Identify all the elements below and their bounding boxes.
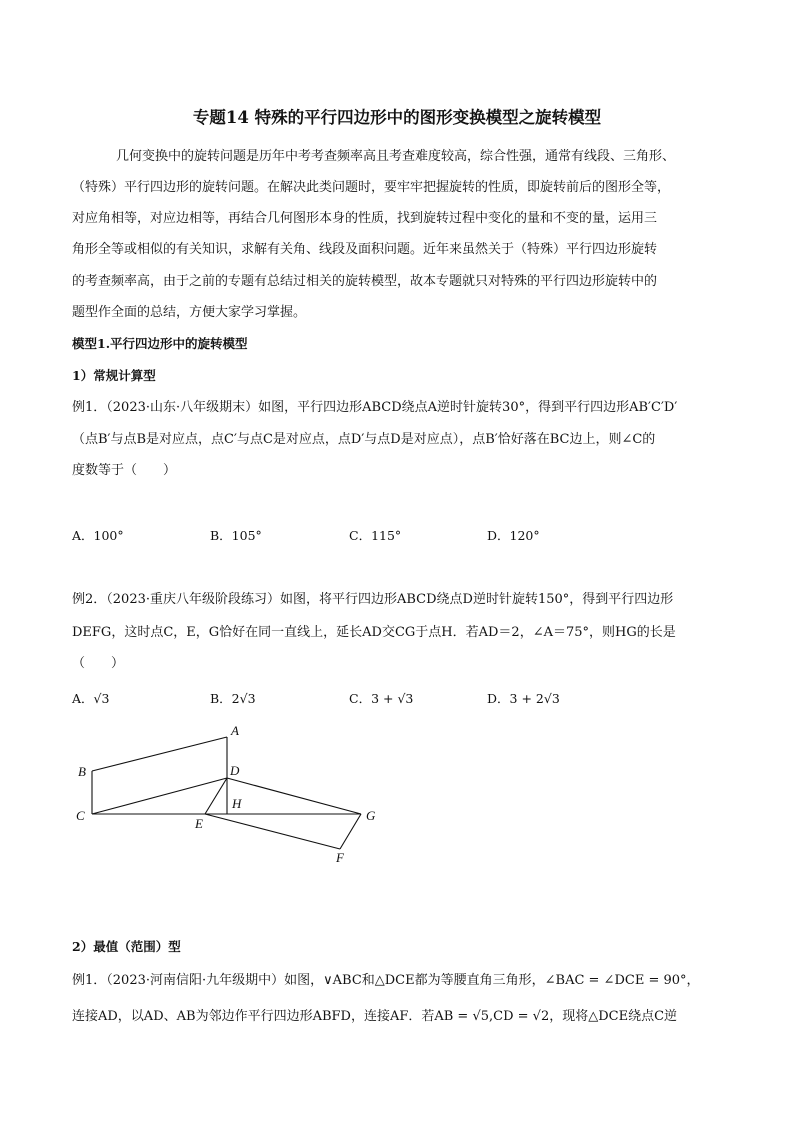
label-e: E [195, 816, 203, 831]
ex2-line-3: （ ） [72, 656, 125, 671]
ex3-line-2: 连接AD，以AD、AB为邻边作平行四边形ABFD，连接AF．若AB = √5,CD = √2，现将△DCE绕点C逆 [72, 1009, 678, 1024]
label-g: G [366, 808, 376, 823]
label-h: H [232, 796, 242, 811]
ex2-option-a: A．√3 [72, 691, 110, 706]
seg-cd [92, 778, 227, 814]
ex2-option-c: C．3 + √3 [349, 691, 414, 706]
label-b: B [78, 764, 86, 779]
ex1-line-1: 例1．（2023·山东·八年级期末）如图，平行四边形ABCD绕点A逆时针旋转30°，得到平行四边形AB′C′D′ [72, 400, 678, 415]
ex1-option-c: C．115° [349, 528, 402, 543]
seg-dg [227, 778, 361, 814]
model1-heading: 模型1.平行四边形中的旋转模型 [72, 336, 248, 351]
intro-line-5: 的考查频率高，由于之前的专题有总结过相关的旋转模型，故本专题就只对特殊的平行四边形旋转中的 [72, 274, 658, 289]
ex1-line-3: 度数等于（ ） [72, 463, 177, 478]
label-f: F [336, 850, 344, 865]
ex1-line-2: （点B′与点B是对应点，点C′与点C是对应点，点D′与点D是对应点），点B′恰好落在BC边上，则∠C的 [72, 432, 656, 447]
seg-gf [340, 814, 361, 849]
intro-line-1: 几何变换中的旋转问题是历年中考考查频率高且考查难度较高，综合性强，通常有线段、三角形、 [116, 149, 676, 164]
section2-heading: 2）最值（范围）型 [72, 939, 181, 954]
ex2-option-b: B．2√3 [210, 691, 256, 706]
label-c: C [76, 808, 85, 823]
ex3-line-1: 例1．（2023·河南信阳·九年级期中）如图，∨ABC和△DCE都为等腰直角三角形，∠BAC = ∠DCE = 90°， [72, 973, 700, 988]
ex1-option-b: B．105° [210, 528, 262, 543]
ex2-option-d: D．3 + 2√3 [487, 691, 560, 706]
section1-heading: 1）常规计算型 [72, 368, 156, 383]
seg-ef [205, 814, 340, 849]
ex1-option-d: D．120° [487, 528, 540, 543]
seg-ba [92, 737, 227, 771]
ex2-line-2: DEFG，这时点C，E，G恰好在同一直线上，延长AD交CG于点H．若AD＝2，∠A＝75°，则HG的长是 [72, 625, 676, 640]
intro-line-2: （特殊）平行四边形的旋转问题。在解决此类问题时，要牢牢把握旋转的性质，即旋转前后的图形全等， [72, 180, 671, 195]
intro-line-4: 角形全等或相似的有关知识，求解有关角、线段及面积问题。近年来虽然关于（特殊）平行四边形旋转 [72, 242, 658, 257]
label-d: D [230, 763, 240, 778]
intro-line-6: 题型作全面的总结，方便大家学习掌握。 [72, 305, 307, 320]
intro-line-3: 对应角相等，对应边相等，再结合几何图形本身的性质，找到旋转过程中变化的量和不变的量，运用三 [72, 211, 658, 226]
ex1-option-a: A．100° [72, 528, 124, 543]
page-title: 专题14 特殊的平行四边形中的图形变换模型之旋转模型 [192, 108, 602, 127]
label-a: A [231, 723, 239, 738]
ex2-line-1: 例2．（2023·重庆八年级阶段练习）如图，将平行四边形ABCD绕点D逆时针旋转150°，得到平行四边形 [72, 592, 674, 607]
